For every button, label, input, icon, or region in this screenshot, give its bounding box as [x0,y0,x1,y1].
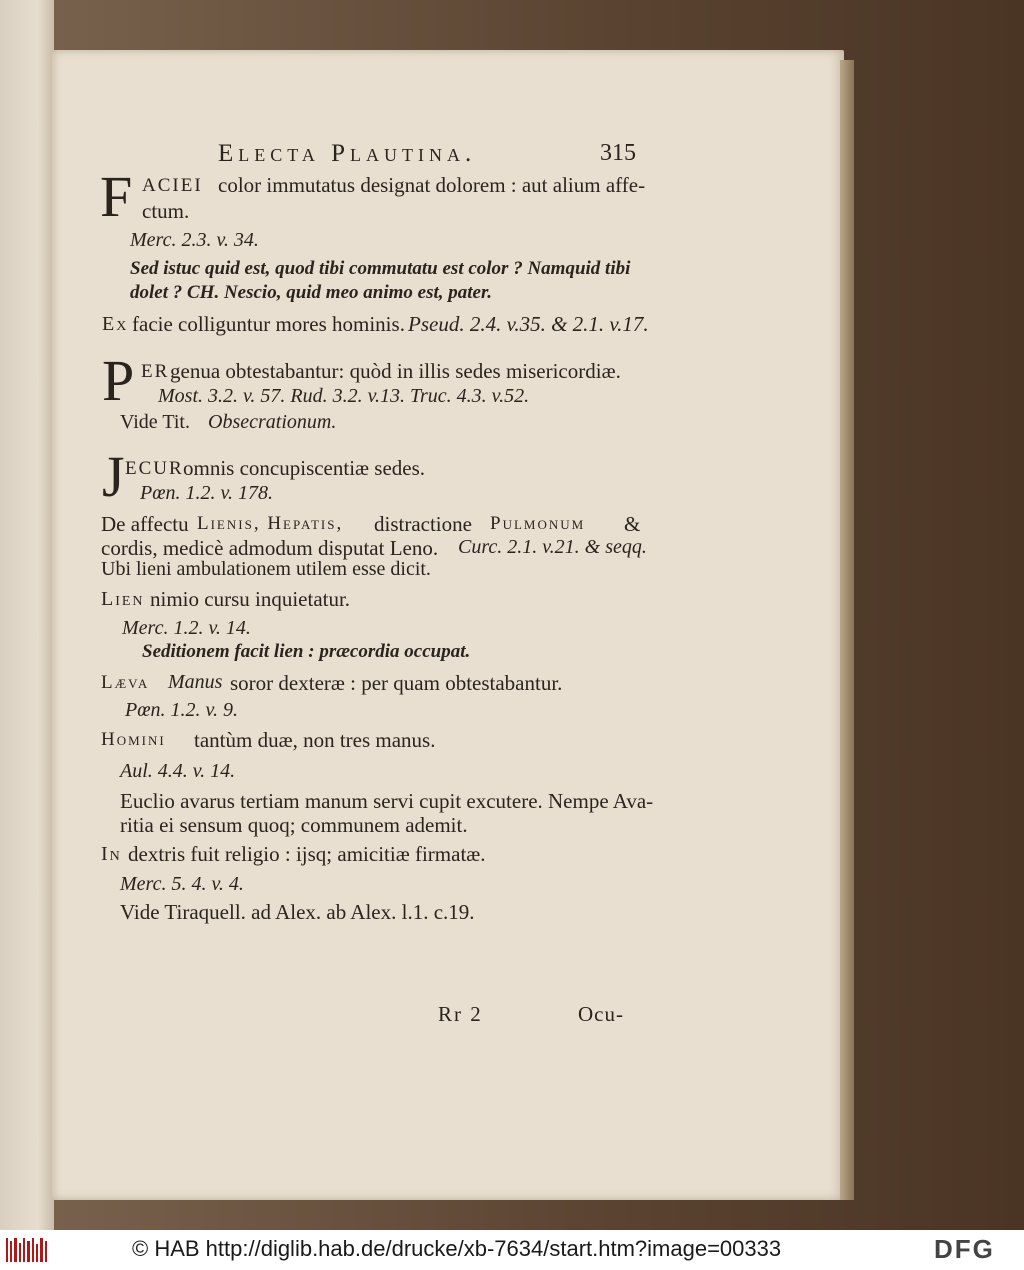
page-number: 315 [600,140,636,166]
entry-text: Ubi lieni ambulationem utilem esse dicit. [101,558,431,580]
citation: Merc. 5. 4. v. 4. [120,873,244,895]
running-head: Electa Plautina. [218,140,477,167]
entry-caps: Pulmonum [490,513,586,534]
dropcap-f: F [100,164,133,229]
entry-text: genua obtestabantur: quòd in illis sedes misericordiæ. [170,359,621,383]
entry-text: ctum. [142,199,190,223]
entry-lead: De affectu [101,512,189,536]
citation: Merc. 1.2. v. 14. [122,617,251,639]
entry-text: Vide Tit. [120,411,190,433]
quotation: dolet ? CH. Nescio, quid meo animo est, pater. [130,282,493,303]
entry-lead: In [101,843,122,865]
entry-text: Euclio avarus tertiam manum servi cupit excutere. Nempe Ava- [120,789,654,813]
entry-text: ritia ei sensum quoq; communem ademit. [120,813,468,837]
dropcap-p: P [102,348,135,413]
citation: Most. 3.2. v. 57. Rud. 3.2. v.13. Truc. 4.3. v.52. [158,385,530,407]
entry-text: omnis concupiscentiæ sedes. [183,456,426,480]
citation: Merc. 2.3. v. 34. [130,229,259,251]
dfg-logo: DFG [934,1234,995,1264]
entry-lead: Ex [102,313,129,335]
page-edge [840,60,854,1200]
credit-bar [0,1230,1024,1270]
catchword: Ocu- [578,1002,624,1026]
entry-text: nimio cursu inquietatur. [150,587,351,611]
entry-lead: Læva [101,672,150,693]
entry-text: Vide Tiraquell. ad Alex. ab Alex. l.1. c.19. [120,900,475,924]
entry-text: tantùm duæ, non tres manus. [194,728,436,752]
dropcap-j: J [102,444,125,509]
entry-text: color immutatus designat dolorem : aut alium affe- [218,173,646,197]
entry-lead: ER [141,361,170,382]
citation: Pœn. 1.2. v. 9. [125,699,238,721]
previous-page-edge [0,0,54,1230]
entry-lead: Homini [101,729,166,750]
copyright-link[interactable]: © HAB http://diglib.hab.de/drucke/xb-7634/start.htm?image=00333 [132,1236,782,1261]
entry-text: dextris fuit religio : ijsq; amicitiæ firmatæ. [128,842,486,866]
entry-lead: ACIEI [142,175,203,196]
quotation: Sed istuc quid est, quod tibi commutatu est color ? Namquid tibi [130,258,631,279]
entry-caps: Lienis, Hepatis, [197,513,344,534]
signature-mark: Rr 2 [438,1002,483,1026]
entry-text: distractione [374,512,472,536]
citation: Aul. 4.4. v. 14. [120,760,236,782]
citation: Pseud. 2.4. v.35. & 2.1. v.17. [408,312,649,336]
quotation: Seditionem facit lien : præcordia occupat. [142,641,471,662]
entry-text: facie colliguntur mores hominis. [132,312,405,336]
entry-text: cordis, medicè admodum disputat Leno. [101,536,439,560]
entry-text: & [624,512,641,536]
hab-logo-icon [6,1238,48,1262]
citation: Obsecrationum. [208,411,337,433]
entry-text: soror dexteræ : per quam obtestabantur. [230,671,563,695]
entry-lead: ECUR [125,458,184,479]
entry-italic: Manus [168,671,223,693]
citation: Curc. 2.1. v.21. & seqq. [458,536,647,558]
citation: Pœn. 1.2. v. 178. [140,482,273,504]
entry-lead: Lien [101,588,145,610]
